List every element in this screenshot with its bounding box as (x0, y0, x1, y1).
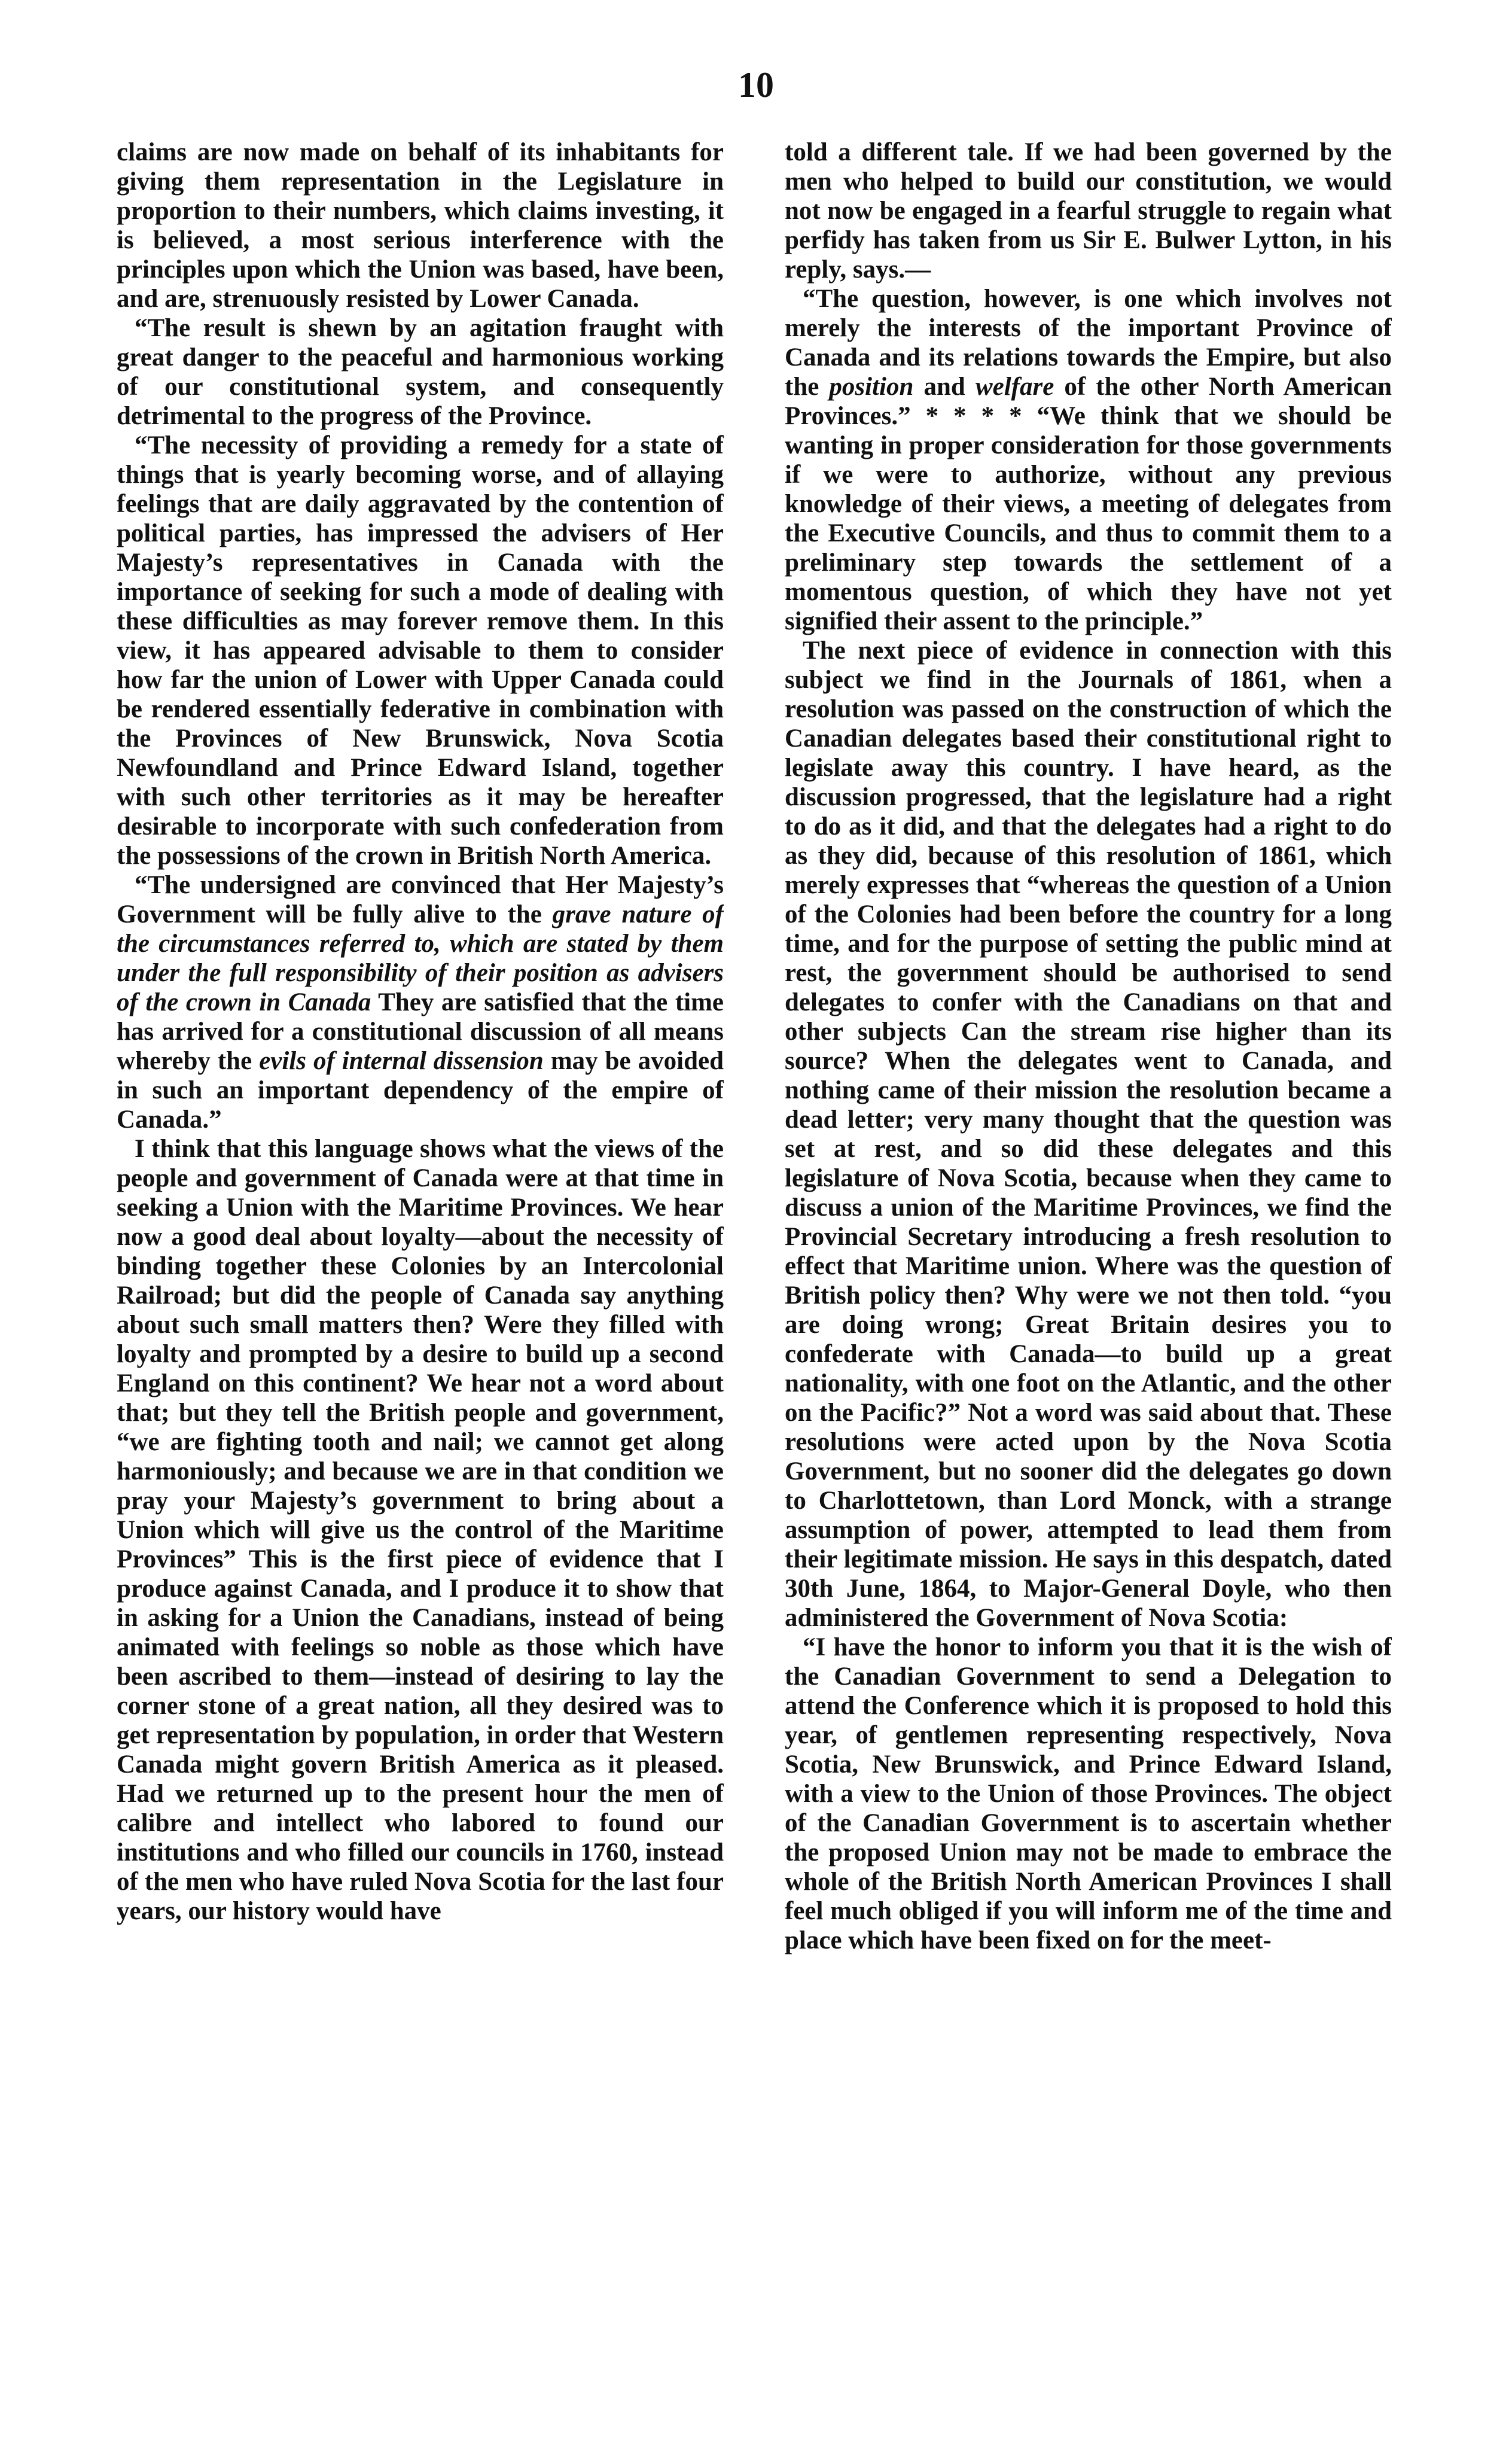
right-column (785, 138, 1392, 2405)
left-column (117, 138, 724, 2405)
italic-text-run: grave nature of the circumstances referred to, which are stated by them under the full responsibility of their position as advisers of the crown in Canada (117, 900, 724, 1016)
page-number: 10 (738, 65, 774, 105)
paragraph (117, 870, 724, 1134)
italic-text-run: welfare (975, 373, 1054, 401)
text-run: “The question, however, is one which involves not merely the interests of the important Province of Canada and its relations towards the Empire, but also the (785, 285, 1392, 401)
italic-text-run: position (829, 373, 914, 401)
paragraph: “The necessity of providing a remedy for a state of things that is yearly becoming worse, and of allaying feelings that are daily aggravated by the contention of political parties, has impressed the advisers of Her Majesty’s representatives in Canada with the importance of seeking for such a mode of dealing with these difficulties as may forever remove them. In this view, it has appeared advisable to them to consider how far the union of Lower with Upper Canada could be rendered essentially federative in combination with the Provinces of New Brunswick, Nova Scotia Newfoundland and Prince Edward Island, together with such other territories as it may be hereafter desirable to incorporate with such confederation from the possessions of the crown in British North America. (117, 431, 724, 870)
text-run: They are satisfied that the time has arrived for a constitutional discussion of all means whereby the (117, 988, 724, 1075)
paragraph: “I have the honor to inform you that it is the wish of the Canadian Government to send a Delegation to attend the Conference which it is proposed to hold this year, of gentlemen representing respectively, Nova Scotia, New Brunswick, and Prince Edward Island, with a view to the Union of those Provinces. The object of the Canadian Government is to ascertain whether the proposed Union may not be made to embrace the whole of the British North American Provinces I shall feel much obliged if you will inform me of the time and place which have been fixed on for the meet- (785, 1633, 1392, 1954)
paragraph: The next piece of evidence in connection with this subject we find in the Journals of 1861, when a resolution was passed on the construction of which the Canadian delegates based their constitutional right to legislate away this country. I have heard, as the discussion progressed, that the legislature had a right to do as it did, and that the delegates had a right to do as they did, because of this resolution of 1861, which merely expresses that “whereas the question of a Union of the Colonies had been before the country for a long time, and for the purpose of setting the public mind at rest, the government should be authorised to send delegates to confer with the Canadians on that and other subjects Can the stream rise higher than its source? When the delegates went to Canada, and nothing came of their mission the resolution became a dead letter; very many thought that the question was set at rest, and so did these delegates and this legislature of Nova Scotia, because when they came to discuss a union of the Maritime Provinces, we find the Provincial Secretary introducing a fresh resolution to effect that Maritime union. Where was the question of British policy then? Why were we not then told. “you are doing wrong; Great Britain desires you to confederate with Canada—to build up a great nationality, with one foot on the Atlantic, and the other on the Pacific?” Not a word was said about that. These resolutions were acted upon by the Nova Scotia Government, but no sooner did the delegates go down to Charlottetown, than Lord Monck, with a strange assumption of power, attempted to lead them from their legitimate mission. He says in this despatch, dated 30th June, 1864, to Major-General Doyle, who then administered the Government of Nova Scotia: (785, 637, 1392, 1632)
text-run: “The undersigned are convinced that Her Majesty’s Government will be fully alive to the (117, 871, 724, 928)
paragraph: I think that this language shows what the views of the people and government of Canada were at that time in seeking a Union with the Maritime Provinces. We hear now a good deal about loyalty—about the necessity of binding together these Colonies by an Intercolonial Railroad; but did the people of Canada say anything about such small matters then? Were they filled with loyalty and prompted by a desire to build up a second England on this continent? We hear not a word about that; but they tell the British people and government, “we are fighting tooth and nail; we cannot get along harmoniously; and because we are in that condition we pray your Majesty’s government to bring about a Union which will give us the control of the Maritime Provinces” This is the first piece of evidence that I produce against Canada, and I produce it to show that in asking for a Union the Canadians, instead of being animated with feelings so noble as those which have been ascribed to them—instead of desiring to lay the corner stone of a great nation, all they desired was to get representation by population, in order that Western Canada might govern British America as it pleased. Had we returned up to the present hour the men of calibre and intellect who labored to found our institutions and who filled our councils in 1760, instead of the men who have ruled Nova Scotia for the last four years, our history would have (117, 1135, 724, 1925)
italic-text-run: evils of internal dissension (259, 1047, 544, 1075)
paragraph: “The result is shewn by an agitation fraught with great danger to the peaceful and harmonious working of our constitutional system, and consequently detrimental to the progress of the Province. (117, 314, 724, 430)
text-run: of the other North American Provinces.” * * * * “We think that we should be wanting in proper consideration for those governments if we were to authorize, without any previous knowledge of their views, a meeting of delegates from the Executive Councils, and thus to commit them to a preliminary step towards the settlement of a momentous question, of which they have not yet signified their assent to the principle.” (785, 373, 1392, 635)
text-run: may be avoided in such an important dependency of the empire of Canada.” (117, 1047, 724, 1134)
paragraph: told a different tale. If we had been governed by the men who helped to build our constitution, we would not now be engaged in a fearful struggle to regain what perfidy has taken from us Sir E. Bulwer Lytton, in his reply, says.— (785, 138, 1392, 284)
paragraph: claims are now made on behalf of its inhabitants for giving them representation in the Legislature in proportion to their numbers, which claims investing, it is believed, a most serious interference with the principles upon which the Union was based, have been, and are, strenuously resisted by Lower Canada. (117, 138, 724, 313)
paragraph (785, 284, 1392, 636)
text-run: and (913, 373, 976, 401)
